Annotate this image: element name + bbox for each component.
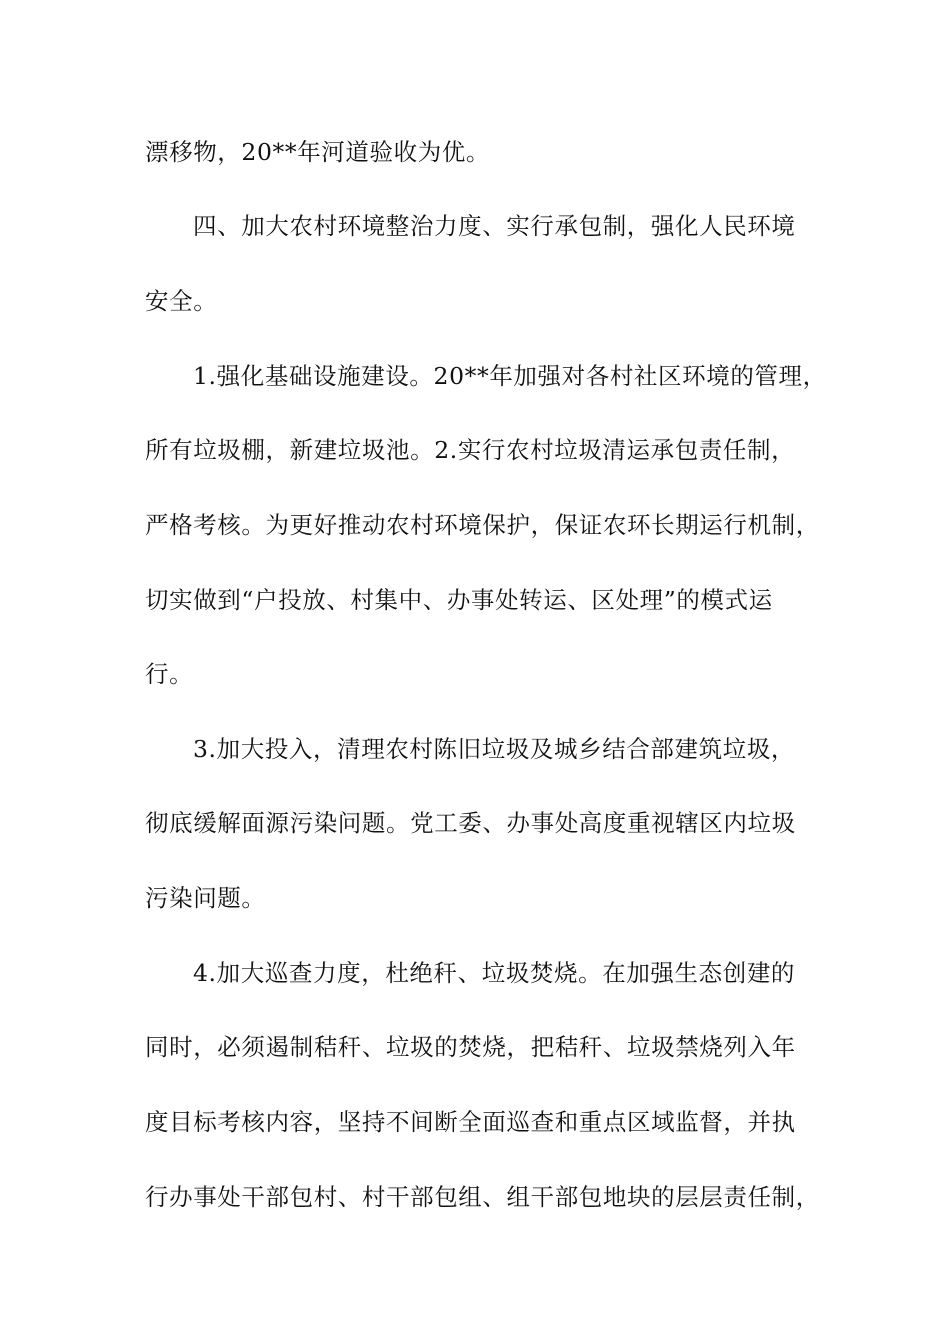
text-line: 度目标考核内容，坚持不间断全面巡查和重点区域监督，并执	[145, 1108, 796, 1136]
text-line: 行。	[145, 660, 194, 688]
text-line: 同时，必须遏制秸秆、垃圾的焚烧，把秸秆、垃圾禁烧列入年	[145, 1033, 796, 1061]
paragraph-start: 4.加大巡查力度，杜绝秆、垃圾焚烧。在加强生态创建的	[193, 959, 796, 987]
text-line: 所有垃圾棚，新建垃圾池。2.实行农村垃圾清运承包责任制，	[145, 436, 796, 464]
text-line: 漂移物，20**年河道验收为优。	[145, 138, 491, 166]
section-heading: 四、加大农村环境整治力度、实行承包制，强化人民环境	[193, 212, 796, 240]
text-line: 切实做到“户投放、村集中、办事处转运、区处理”的模式运	[145, 586, 773, 614]
text-line: 行办事处干部包村、村干部包组、组干部包地块的层层责任制，	[145, 1183, 820, 1211]
text-line: 彻底缓解面源污染问题。党工委、办事处高度重视辖区内垃圾	[145, 809, 796, 837]
text-line: 严格考核。为更好推动农村环境保护，保证农环长期运行机制，	[145, 511, 820, 539]
paragraph-start: 3.加大投入，清理农村陈旧垃圾及城乡结合部建筑垃圾，	[193, 735, 796, 763]
text-line: 安全。	[145, 287, 218, 315]
text-line: 污染问题。	[145, 884, 266, 912]
paragraph-start: 1.强化基础设施建设。20**年加强对各村社区环境的管理，	[193, 362, 827, 390]
